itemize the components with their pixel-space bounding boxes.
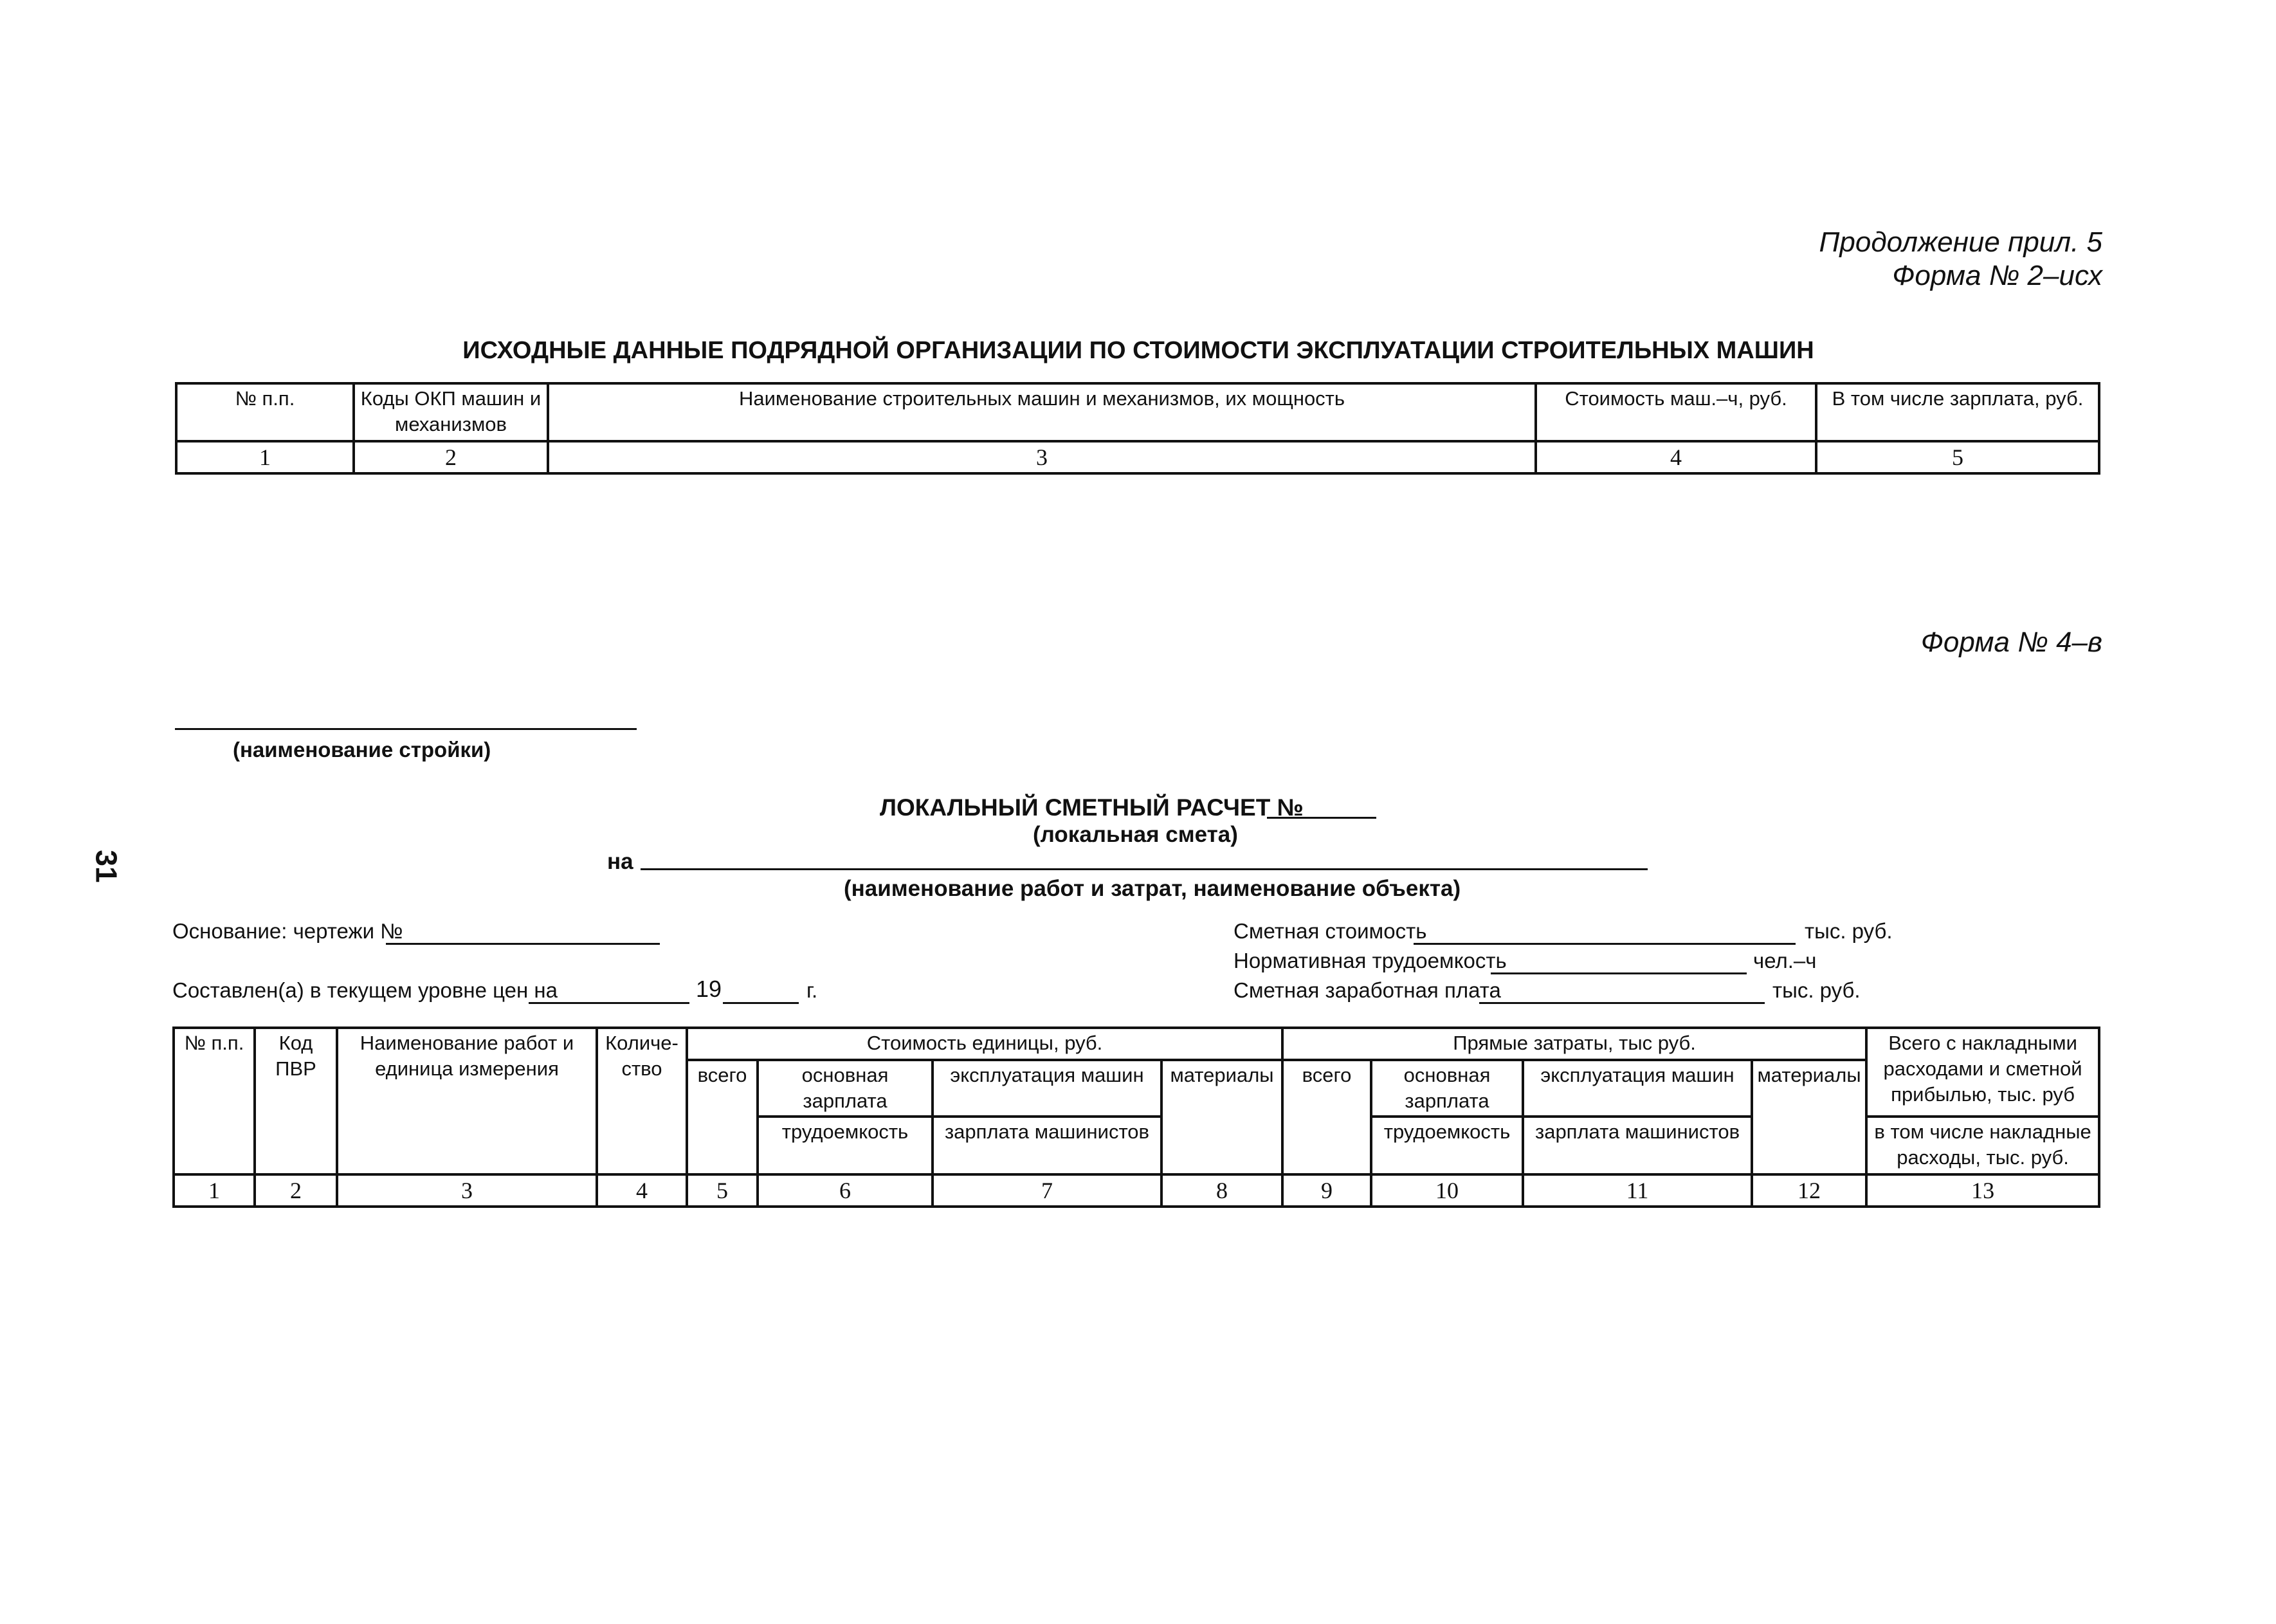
form2-num-2: 2 xyxy=(354,441,548,473)
estimated-cost-label: Сметная стоимость xyxy=(1234,919,1427,943)
form4-label: Форма № 4–в xyxy=(1920,626,2102,658)
form2-col-num: № п.п. xyxy=(176,383,354,441)
form2-col-name: Наименование строительных машин и механизмов, их мощность xyxy=(548,383,1536,441)
wage-label: Сметная заработная плата xyxy=(1234,978,1501,1002)
direct-machines: эксплуатация машин xyxy=(1523,1060,1752,1117)
form2-label: Форма № 2–исх xyxy=(1892,260,2102,291)
estimated-cost-unit: тыс. руб. xyxy=(1805,919,1893,943)
estimate-title: ЛОКАЛЬНЫЙ СМЕТНЫЙ РАСЧЕТ № xyxy=(880,794,1304,821)
page-number: 31 xyxy=(89,850,123,883)
est-num-13: 13 xyxy=(1866,1174,2099,1207)
estimated-cost-line xyxy=(1414,943,1796,945)
form2-number-row xyxy=(176,441,2099,473)
construction-caption: (наименование стройки) xyxy=(233,738,491,762)
unit-machines: эксплуатация машин xyxy=(933,1060,1161,1117)
est-num-2: 2 xyxy=(255,1174,337,1207)
continuation-note: Продолжение прил. 5 xyxy=(1819,226,2102,258)
form2-col-wage: В том числе зарплата, руб. xyxy=(1816,383,2099,441)
labor-label: Нормативная трудоемкость xyxy=(1234,949,1507,972)
unit-all: всего xyxy=(687,1060,758,1174)
direct-labor: трудоемкость xyxy=(1371,1117,1523,1174)
labor-line xyxy=(1491,972,1747,974)
estimate-subtitle: (локальная смета) xyxy=(1033,822,1238,847)
estimate-number-line xyxy=(1267,817,1376,819)
form2-num-4: 4 xyxy=(1536,441,1816,473)
form2-header-row xyxy=(176,383,2099,441)
na-label: на xyxy=(607,849,633,874)
year-prefix: 19 xyxy=(696,976,722,1002)
direct-machinist-wage: зарплата машинистов xyxy=(1523,1117,1752,1174)
est-num-8: 8 xyxy=(1161,1174,1282,1207)
form2-col-cost: Стоимость маш.–ч, руб. xyxy=(1536,383,1816,441)
est-num-4: 4 xyxy=(597,1174,687,1207)
compiled-date-line xyxy=(529,1002,689,1004)
col-unit-cost: Стоимость единицы, руб. xyxy=(687,1028,1282,1060)
est-num-3: 3 xyxy=(337,1174,597,1207)
year-suffix: г. xyxy=(806,978,818,1002)
est-num-10: 10 xyxy=(1371,1174,1523,1207)
form2-title: ИСХОДНЫЕ ДАННЫЕ ПОДРЯДНОЙ ОРГАНИЗАЦИИ ПО СТОИМОСТИ ЭКСПЛУАТАЦИИ СТРОИТЕЛЬНЫХ МАШИН xyxy=(462,337,1814,364)
col-total: Всего с накладными расходами и сметной прибылью, тыс. руб xyxy=(1866,1028,2099,1117)
year-line xyxy=(723,1002,799,1004)
est-num-6: 6 xyxy=(758,1174,933,1207)
col-num: № п.п. xyxy=(174,1028,255,1174)
est-num-5: 5 xyxy=(687,1174,758,1207)
unit-materials: материалы xyxy=(1161,1060,1282,1174)
estimate-table xyxy=(172,1026,2100,1208)
labor-unit: чел.–ч xyxy=(1753,949,1817,972)
col-code: Код ПВР xyxy=(255,1028,337,1174)
est-num-12: 12 xyxy=(1752,1174,1866,1207)
col-overhead: в том числе накладные расходы, тыс. руб. xyxy=(1866,1117,2099,1174)
form2-col-okp: Коды ОКП машин и механизмов xyxy=(354,383,548,441)
basis-line xyxy=(386,943,660,945)
col-qty: Количе- ство xyxy=(597,1028,687,1174)
unit-wage: основная зарплата xyxy=(758,1060,933,1117)
form2-num-1: 1 xyxy=(176,441,354,473)
form2-table xyxy=(175,382,2100,475)
est-num-11: 11 xyxy=(1523,1174,1752,1207)
object-name-line xyxy=(641,868,1648,870)
unit-machinist-wage: зарплата машинистов xyxy=(933,1117,1161,1174)
direct-all: всего xyxy=(1282,1060,1371,1174)
direct-wage: основная зарплата xyxy=(1371,1060,1523,1117)
object-caption: (наименование работ и затрат, наименование объекта) xyxy=(844,876,1461,901)
direct-materials: материалы xyxy=(1752,1060,1866,1174)
wage-unit: тыс. руб. xyxy=(1772,978,1861,1002)
form2-num-3: 3 xyxy=(548,441,1536,473)
compiled-label: Составлен(а) в текущем уровне цен на xyxy=(172,978,558,1002)
construction-name-line xyxy=(175,728,637,730)
col-name: Наименование работ и единица измерения xyxy=(337,1028,597,1174)
unit-labor: трудоемкость xyxy=(758,1117,933,1174)
estimate-number-row xyxy=(174,1174,2099,1207)
basis-label: Основание: чертежи № xyxy=(172,919,403,943)
col-direct-costs: Прямые затраты, тыс руб. xyxy=(1282,1028,1866,1060)
est-num-7: 7 xyxy=(933,1174,1161,1207)
est-num-1: 1 xyxy=(174,1174,255,1207)
wage-line xyxy=(1479,1002,1765,1004)
est-num-9: 9 xyxy=(1282,1174,1371,1207)
form2-num-5: 5 xyxy=(1816,441,2099,473)
